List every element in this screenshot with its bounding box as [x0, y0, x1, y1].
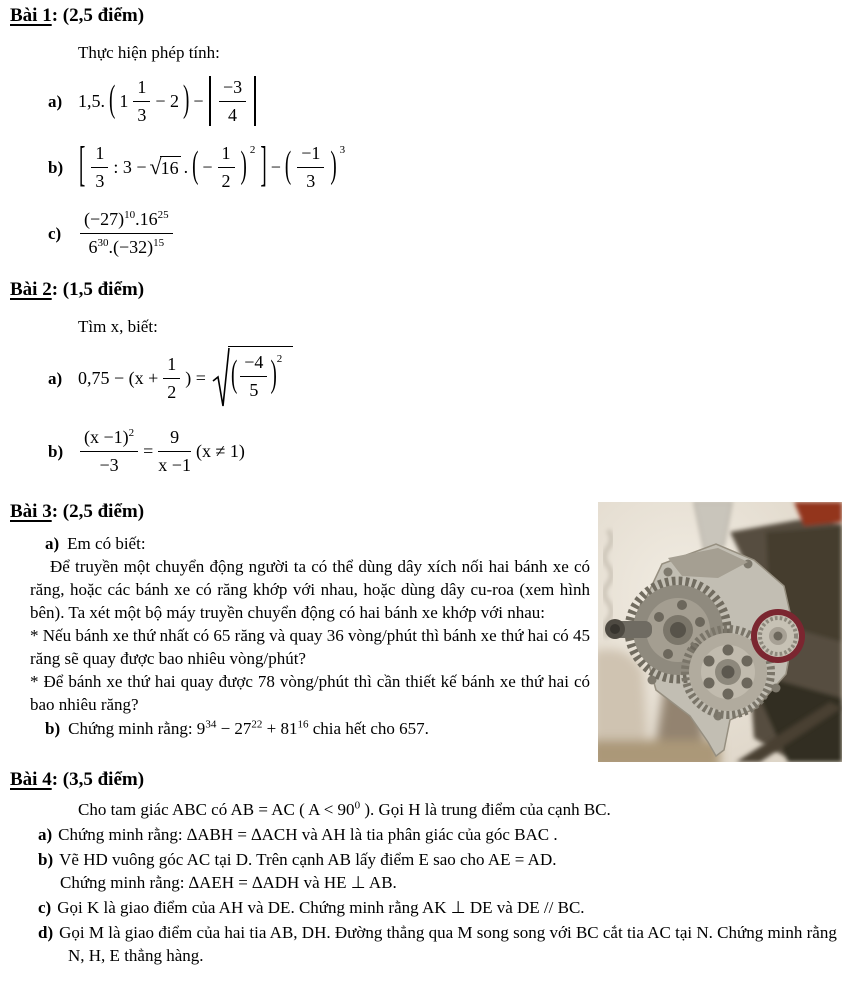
problem-1a [48, 76, 842, 126]
problem-label: b) [48, 157, 64, 177]
paren-close: ) [182, 79, 190, 122]
exponent: 30 [97, 236, 109, 249]
math-token: 1,5. [78, 90, 105, 111]
problem-label: a) [38, 825, 53, 844]
denominator: 2 [167, 381, 177, 402]
math-token: 6 [88, 236, 98, 257]
denominator: 2 [221, 170, 231, 191]
bai1-intro: Thực hiện phép tính: [78, 43, 220, 62]
numerator: −1 [297, 142, 324, 168]
numerator [80, 426, 138, 452]
math-token: ). Gọi H là trung điểm của cạnh BC. [360, 800, 611, 819]
math-token: − [270, 156, 281, 177]
paren-open: ( [230, 354, 238, 397]
paren-open: ( [284, 145, 292, 188]
math-token: = [143, 440, 154, 461]
bai4-title: Bài 4 [10, 769, 52, 790]
abs-bar [209, 76, 211, 126]
bai4-points: : (3,5 điểm) [51, 769, 145, 790]
problem-label: a) [45, 534, 60, 553]
math-token: (x −1) [84, 427, 129, 447]
problem-text: Vẽ HD vuông góc AC tại D. Trên cạnh AB lấy điểm E sao cho AE = AD. [59, 850, 557, 869]
abs-bar [254, 76, 256, 126]
fraction [80, 208, 173, 258]
problem-1b [48, 139, 842, 193]
denominator: x −1 [158, 454, 191, 475]
bai1-header [0, 4, 842, 28]
problem-2b [48, 426, 842, 476]
gearbox-photo [598, 502, 842, 762]
section-bai4 [0, 768, 842, 967]
problem-text: Gọi M là giao điểm của hai tia AB, DH. Đường thẳng qua M song song với BC cắt tia AC tại N. Chứng minh rằng N, H, E thẳng hàng. [59, 923, 837, 965]
radicand: 16 [160, 158, 179, 178]
numerator [80, 208, 173, 234]
problem-1c [48, 208, 842, 258]
section-bai1 [0, 0, 842, 258]
square-root [212, 346, 293, 410]
problem-4b [38, 848, 838, 894]
numerator: 1 [133, 76, 150, 102]
problem-2a [48, 346, 842, 410]
fraction [158, 426, 191, 476]
square-root [149, 156, 180, 178]
formula-2a [78, 346, 293, 410]
problem-3a-paragraph: Để truyền một chuyển động người ta có thể dùng dây xích nối hai bánh xe có răng, hoặc các bánh xe có răng khớp với nhau, hoặc dùng dây cu-roa (xem hình bên). Ta xét một bộ máy truyền chuyển động có hai bánh xe khớp với nhau: [30, 557, 590, 622]
formula-2b [78, 426, 245, 476]
numerator: 1 [91, 142, 108, 168]
math-token: − 27 [216, 719, 252, 738]
math-token: Chứng minh rằng: 9 [68, 719, 206, 738]
bai1-points: : (2,5 điểm) [51, 5, 145, 26]
bai1-title: Bài 1 [10, 5, 52, 26]
problem-label: c) [38, 898, 52, 917]
math-token: Cho tam giác ABC có AB = AC ( A < 90 [78, 800, 355, 819]
math-token: − 2 [155, 90, 179, 111]
fraction [297, 142, 324, 192]
paren-close: ) [270, 354, 277, 397]
paren-open: ( [192, 145, 199, 188]
section-bai3 [0, 500, 842, 740]
bai4-header [0, 768, 842, 792]
math-token: − [193, 90, 204, 111]
problem-4d [38, 921, 838, 967]
problem-4c [38, 896, 838, 919]
denominator: 3 [137, 104, 147, 125]
exponent: 10 [124, 209, 136, 221]
denominator: −3 [99, 454, 119, 475]
problem-label: b) [38, 850, 54, 869]
numerator: 9 [158, 426, 191, 452]
math-token: ) = [185, 367, 206, 388]
fraction [91, 142, 108, 192]
paren-close: ) [240, 145, 247, 188]
fraction [240, 351, 267, 401]
bai2-title: Bài 2 [10, 279, 52, 300]
bai3-title: Bài 3 [10, 501, 52, 522]
radicand: ( $\frac{-4}{5}$ ) $^2$ [228, 346, 293, 401]
denominator: 3 [95, 170, 105, 191]
problem-text: Chứng minh rằng: ∆ABH = ∆ACH và AH là tia phân giác của góc BAC . [58, 825, 558, 844]
paren-close: ) [330, 145, 337, 188]
fraction [80, 426, 138, 476]
denominator: 4 [228, 104, 238, 125]
problem-label: a) [48, 91, 63, 111]
numerator: 1 [163, 353, 180, 379]
math-token: 0,75 − (x + [78, 367, 159, 388]
formula-1a [78, 76, 259, 126]
math-token: − [202, 156, 213, 177]
math-token: . [183, 156, 189, 177]
problem-3a-title: Em có biết: [67, 534, 146, 553]
math-token: .(−32) [108, 236, 154, 257]
denominator [80, 234, 173, 259]
math-token: 1 [119, 90, 129, 111]
bracket-close: ] [260, 139, 267, 193]
gear-small-red [751, 609, 805, 663]
math-token: .16 [135, 209, 158, 229]
bracket-open: [ [79, 139, 86, 193]
math-token: : 3 − [113, 156, 147, 177]
math-token: + 81 [262, 719, 298, 738]
exponent: 25 [157, 209, 169, 221]
exponent: 15 [153, 236, 165, 249]
math-token: chia hết cho 657. [308, 719, 429, 738]
fraction [163, 353, 180, 403]
paren-open: ( [109, 79, 116, 122]
bai2-intro: Tìm x, biết: [78, 317, 158, 336]
numerator: −4 [240, 351, 267, 377]
exponent: 34 [205, 718, 217, 731]
fraction [218, 142, 235, 192]
problem-3a-bullet-1: * Nếu bánh xe thứ nhất có 65 răng và quay 36 vòng/phút thì bánh xe thứ hai có 45 răng sẽ quay được bao nhiêu vòng/phút? [30, 626, 590, 668]
exponent: 22 [251, 718, 263, 731]
denominator: 3 [306, 170, 316, 191]
bai2-header [0, 278, 842, 302]
problem-label: b) [45, 719, 61, 738]
problem-label: b) [48, 441, 64, 461]
gear-shaft [605, 619, 652, 639]
math-token: (x ≠ 1) [195, 440, 245, 461]
exponent: 0 [354, 799, 361, 812]
problem-4a [38, 823, 838, 846]
denominator: 5 [249, 379, 259, 400]
numerator: 1 [218, 142, 235, 168]
formula-1c [78, 208, 175, 258]
section-bai2 [0, 278, 842, 476]
bai2-points: : (1,5 điểm) [51, 279, 145, 300]
problem-text-continued: Chứng minh rằng: ∆AEH = ∆ADH và HE ⊥ AB. [60, 873, 397, 892]
numerator: −3 [219, 76, 246, 102]
fraction [133, 76, 150, 126]
bai3-points: : (2,5 điểm) [51, 501, 145, 522]
exponent: 2 [128, 427, 135, 439]
problem-label: a) [48, 368, 63, 388]
formula-1b: [ $\frac{1}{3}$ : 3 − √ 16 . ( − $\frac{1}{2}$ ) $^2$ ] − ( $\frac{-1}{3}$ ) $^3$ [78, 142, 346, 192]
fraction [219, 76, 246, 126]
problem-label: c) [48, 223, 62, 243]
radical-sign: √ [149, 154, 162, 179]
problem-3a-bullet-2: * Để bánh xe thứ hai quay được 78 vòng/phút thì cần thiết kế bánh xe thứ hai có bao nhiêu răng? [30, 672, 590, 714]
problem-4-intro [78, 798, 838, 821]
exponent: 16 [297, 718, 309, 731]
problem-label: d) [38, 923, 54, 942]
problem-text: Gọi K là giao điểm của AH và DE. Chứng minh rằng AK ⊥ DE và DE // BC. [57, 898, 585, 917]
math-token: (−27) [84, 209, 125, 229]
